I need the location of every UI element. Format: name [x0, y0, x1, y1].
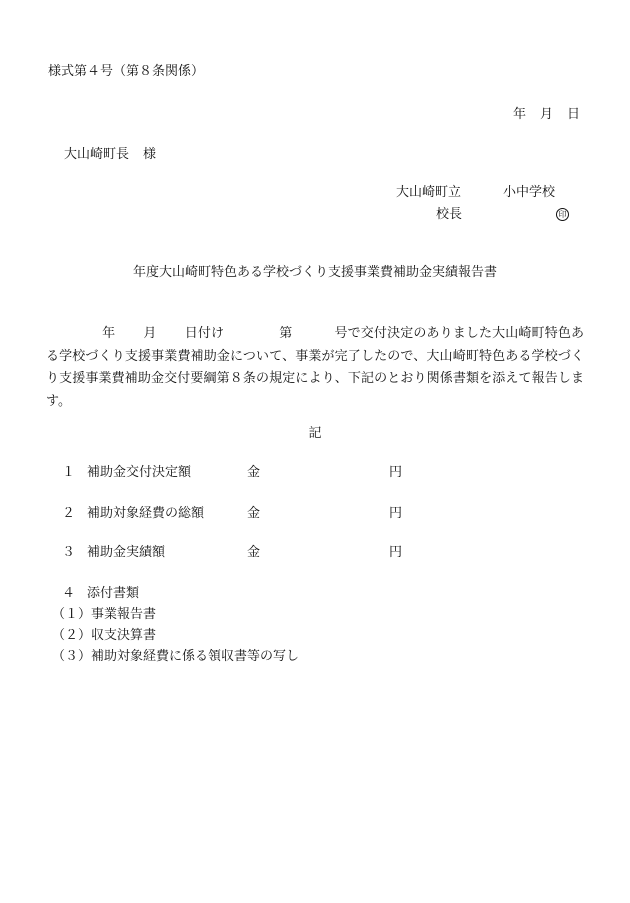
attachment-item: （３）補助対象経費に係る領収書等の写し [52, 649, 300, 664]
sender-principal [436, 208, 569, 221]
attachments-title: 添付書類 [87, 586, 140, 601]
item-label: 補助金交付決定額 [87, 465, 192, 480]
item-unit: 円 [389, 506, 403, 521]
attachments-heading [62, 587, 139, 600]
date-month-label: 月 [539, 107, 553, 122]
attachment-item: （１）事業報告書 [52, 607, 157, 622]
body-number-prefix: 第 [279, 326, 293, 341]
ki-heading: 記 [308, 426, 322, 441]
date-year-label: 年 [512, 107, 526, 122]
item-number: １ [62, 465, 76, 480]
body-month: 月 [143, 326, 157, 341]
item-number: ２ [62, 506, 76, 521]
addressee-honorific: 様 [143, 147, 157, 162]
addressee [64, 148, 156, 161]
item-currency: 金 [247, 545, 261, 560]
sender-school [396, 186, 555, 199]
item-label: 補助対象経費の総額 [87, 506, 205, 521]
item-number: ３ [62, 545, 76, 560]
date-day-label: 日 [566, 107, 580, 122]
body-main-text: 号で交付決定のありました大山崎町特色ある学校づくり支援事業費補助金について、事業が完了したので、大山崎町特色ある学校づくり支援事業費補助金交付要綱第８条の規定により、下記のとおり関係書類を添えて報告します。 [46, 326, 584, 409]
item-label: 補助金実績額 [87, 545, 166, 560]
school-suffix: 小中学校 [503, 185, 556, 200]
addressee-name: 大山崎町長 [64, 147, 130, 162]
item-row [62, 507, 402, 520]
item-currency: 金 [247, 465, 261, 480]
attachments-number: ４ [62, 586, 76, 601]
seal-icon: 印 [556, 208, 569, 221]
item-row [62, 546, 402, 559]
report-date [513, 108, 580, 121]
body-year: 年 [102, 326, 116, 341]
item-unit: 円 [389, 545, 403, 560]
school-prefix: 大山崎町立 [396, 185, 462, 200]
item-row [62, 466, 402, 479]
form-number: 様式第４号（第８条関係） [48, 64, 205, 79]
attachment-item: （２）収支決算書 [52, 628, 157, 643]
item-unit: 円 [389, 465, 403, 480]
item-currency: 金 [247, 506, 261, 521]
report-body [46, 323, 584, 413]
body-date-suffix: 日付け [184, 326, 225, 341]
principal-label: 校長 [436, 207, 463, 222]
document-title: 年度大山崎町特色ある学校づくり支援事業費補助金実績報告書 [132, 265, 497, 280]
